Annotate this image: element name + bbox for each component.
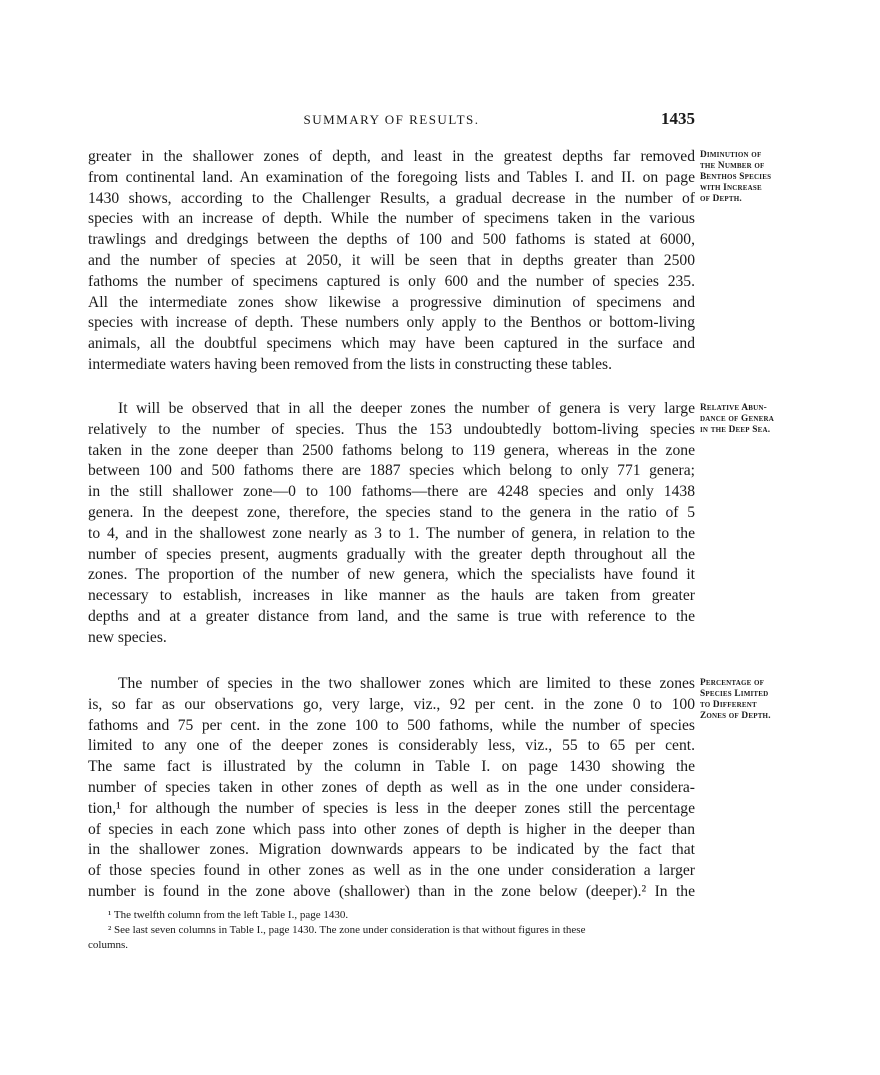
paragraph-species-percentage: [88, 674, 695, 903]
sidenote-line: Percentage of: [700, 678, 765, 688]
text-line: genera. In the deepest zone, therefore, the species stand to the genera in the ratio of 5: [88, 503, 695, 521]
sidenote-percentage-limited: [700, 678, 800, 722]
sidenote-diminution: [700, 150, 800, 205]
text-line: number of species present, augments gradually with the greater depth throughout all the: [88, 545, 695, 563]
text-line: species with increase of depth. These numbers only apply to the Benthos or bottom-living: [88, 314, 695, 332]
sidenote-line: the Number of: [700, 161, 765, 171]
sidenote-line: Benthos Species: [700, 172, 772, 182]
sidenote-line: Species Limited: [700, 689, 769, 699]
text-line: All the intermediate zones show likewise a progressive diminution of specimens and: [88, 293, 695, 311]
text-line: 1430 shows, according to the Challenger Results, a gradual decrease in the number of: [88, 189, 695, 207]
text-line: species with an increase of depth. While the number of specimens taken in the various: [88, 210, 695, 228]
text-line: The number of species in the two shallower zones which are limited to these zones: [118, 675, 695, 692]
sidenote-line: to Different: [700, 700, 757, 710]
text-line: The same fact is illustrated by the column in Table I. on page 1430 showing the: [88, 758, 695, 776]
text-line: depths and at a greater distance from land, and the same is true with reference to the: [88, 607, 695, 625]
text-line: intermediate waters having been removed from the lists in constructing these tables.: [88, 355, 612, 373]
sidenote-line: in the Deep Sea.: [700, 425, 771, 435]
text-line: fathoms and 75 per cent. in the zone 100 to 500 fathoms, while the number of species: [88, 716, 695, 734]
running-header: [88, 109, 695, 131]
page-number: 1435: [661, 109, 695, 128]
text-line: tion,¹ for although the number of species is less in the deeper zones still the percentage: [88, 799, 695, 817]
paragraph-genera-abundance: [88, 399, 695, 649]
footnote-1: ¹ The twelfth column from the left Table I., page 1430.: [108, 909, 349, 921]
sidenote-relative-abundance: [700, 403, 800, 436]
text-line: trawlings and dredgings between the depths of 100 and 500 fathoms is stated at 6000,: [88, 231, 695, 249]
running-title: SUMMARY OF RESULTS.: [303, 112, 480, 127]
paragraph-benthos-diminution: [88, 147, 695, 376]
sidenote-line: dance of Genera: [700, 414, 774, 424]
sidenote-line: with Increase: [700, 183, 762, 193]
text-line: zones. The proportion of the number of new genera, which the specialists have found it: [88, 566, 695, 584]
sidenote-line: Relative Abun-: [700, 403, 767, 413]
text-line: greater in the shallower zones of depth, and least in the greatest depths far removed: [88, 148, 695, 165]
footnote-2-continuation: columns.: [88, 939, 129, 951]
text-line: from continental land. An examination of the foregoing lists and Tables I. and II. on page: [88, 168, 695, 186]
text-line: necessary to establish, increases in like manner as the hauls are taken from greater: [88, 587, 695, 605]
text-line: taken in the zone deeper than 2500 fathoms belong to 119 genera, whereas in the zone: [88, 441, 695, 459]
text-line: in the shallower zones. Migration downwards appears to be indicated by the fact that: [88, 841, 695, 859]
sidenote-line: Zones of Depth.: [700, 711, 771, 721]
text-line: new species.: [88, 628, 167, 646]
footnotes: [88, 908, 695, 953]
sidenote-line: Diminution of: [700, 150, 762, 160]
text-line: limited to any one of the deeper zones is considerably less, viz., 55 to 65 per cent.: [88, 737, 695, 755]
text-line: of those species found in other zones as well as in the one under consideration a larger: [88, 862, 695, 880]
footnote-2: ² See last seven columns in Table I., page 1430. The zone under consideration is that without figures in these: [108, 924, 586, 936]
text-line: fathoms the number of specimens captured is only 600 and the number of species 235.: [88, 272, 695, 290]
text-line: to 4, and in the shallowest zone nearly as 3 to 1. The number of genera, in relation to the: [88, 524, 695, 542]
text-line: and the number of species at 2050, it will be seen that in depths greater than 2500: [88, 251, 695, 269]
text-line: of species in each zone which pass into other zones of depth is higher in the deeper than: [88, 820, 695, 838]
text-line: number is found in the zone above (shallower) than in the zone below (deeper).² In the: [88, 882, 695, 900]
text-line: animals, all the doubtful specimens which may have been captured in the surface and: [88, 335, 695, 353]
text-line: number of species taken in other zones of depth as well as in the one under considera-: [88, 778, 695, 796]
text-line: relatively to the number of species. Thus the 153 undoubtedly bottom-living species: [88, 420, 695, 438]
text-line: is, so far as our observations go, very large, viz., 92 per cent. in the zone 0 to 100: [88, 695, 695, 713]
sidenote-line: of Depth.: [700, 194, 742, 204]
text-line: in the still shallower zone—0 to 100 fathoms—there are 4248 species and only 1438: [88, 483, 695, 501]
text-line: between 100 and 500 fathoms there are 1887 species which belong to only 771 genera;: [88, 462, 695, 480]
text-line: It will be observed that in all the deeper zones the number of genera is very large: [118, 400, 695, 417]
